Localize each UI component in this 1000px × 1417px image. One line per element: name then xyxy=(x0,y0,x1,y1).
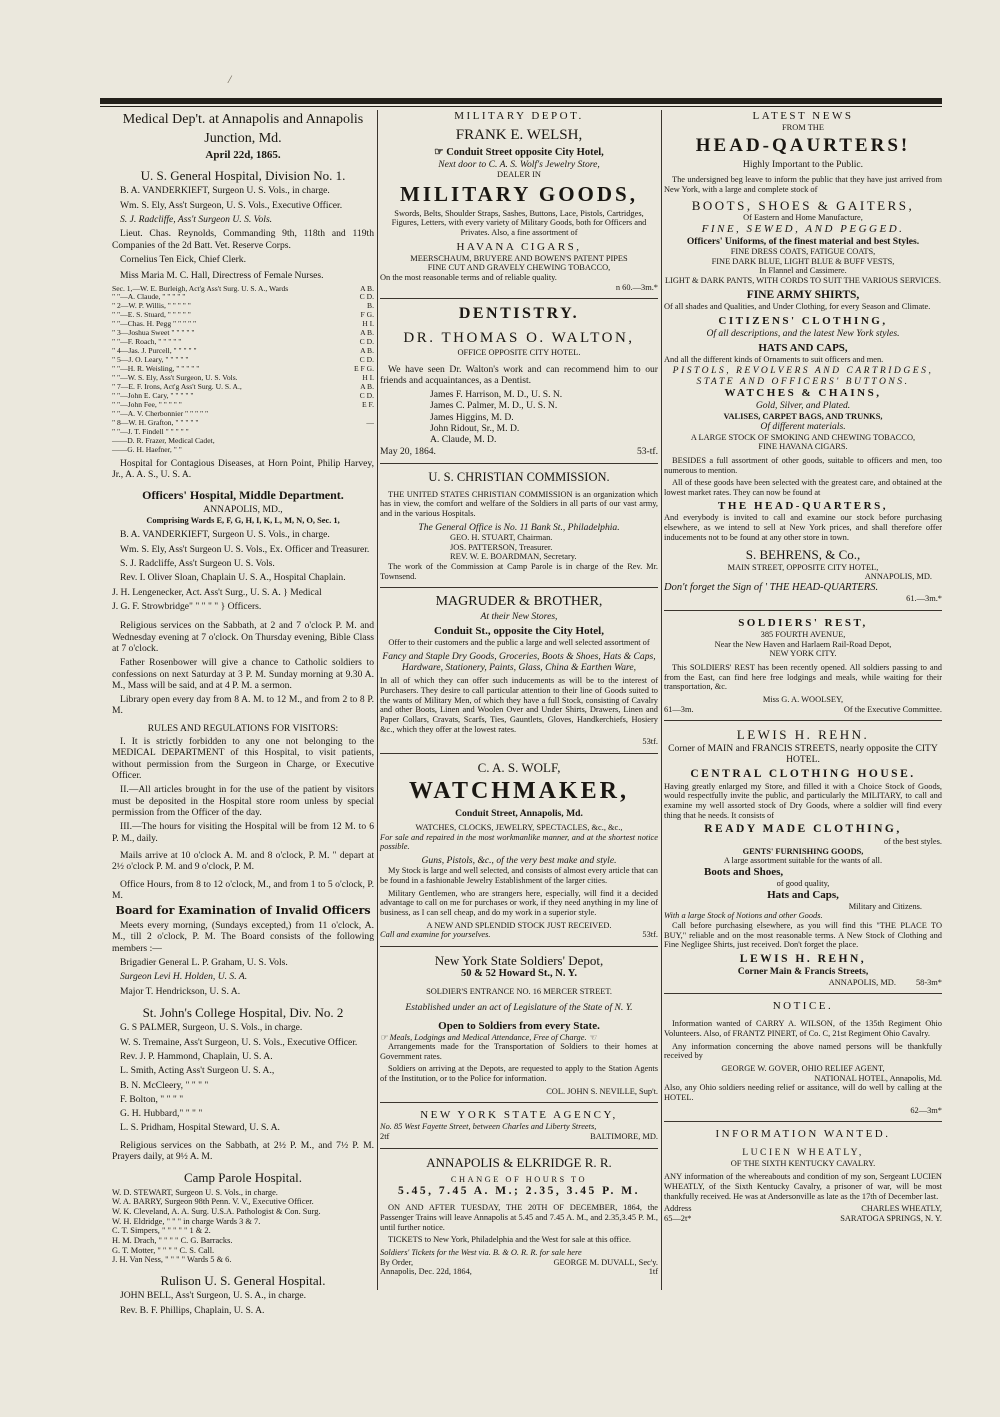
army-shirts: FINE ARMY SHIRTS, xyxy=(746,288,860,301)
column-3 xyxy=(664,110,942,1300)
ward-surgeon: ——D. R. Frazer, Medical Cadet, xyxy=(112,435,215,445)
magruder-goods: Fancy and Staple Dry Goods, Groceries, Boots & Shoes, Hats & Caps, Hardware, Stationery, Paints, Glass, China & Earthen Ware, xyxy=(382,650,656,674)
staff-line: JOS. PATTERSON, Treasurer. xyxy=(450,542,553,552)
staff-line: J. H. Lengenecker, Act. Ass't Surg., U. S. A. } Medical xyxy=(112,586,322,598)
valises: VALISES, CARPET BAGS, AND TRUNKS, xyxy=(723,411,883,421)
staff-line: H. M. Drach, " " " " C. G. Barracks. xyxy=(112,1236,233,1246)
separator xyxy=(380,1102,658,1103)
boots-shoes-2-sub: of good quality, xyxy=(776,878,830,888)
staff-line: W. A. BARRY, Surgeon 98th Penn. V. V., Executive Officer. xyxy=(112,1197,314,1207)
separator xyxy=(664,610,942,611)
ward-surgeon: " 3—Joshua Sweet " " " " " xyxy=(112,328,195,338)
wolf-items: WATCHES, CLOCKS, JEWELRY, SPECTACLES, &c., &c., xyxy=(415,822,623,832)
hats-caps-2: Hats and Caps, xyxy=(767,888,839,901)
info-address: Address xyxy=(664,1204,692,1214)
separator xyxy=(664,993,942,994)
magruder-offer: Offer to their customers and the public a large and well selected assortment of xyxy=(388,638,650,648)
rehn-name-2: LEWIS H. REHN, xyxy=(739,952,867,965)
ward-surgeon: " 5—J. O. Leary, " " " " " xyxy=(112,355,189,365)
wolf-repair: For sale and repaired in the most workmanlike manner, and at the shortest notice possible. xyxy=(380,832,658,852)
citizens-clothing: CITIZENS' CLOTHING, xyxy=(718,314,888,327)
staff-line: JOHN BELL, Ass't Surgeon, U. S. A., in charge. xyxy=(120,1290,307,1302)
headquarters-2: THE HEAD-QUARTERS, xyxy=(718,500,888,513)
ny-open: Open to Soldiers from every State. xyxy=(438,1019,600,1032)
ward-letters: H I. xyxy=(362,319,374,329)
buttons: STATE AND OFFICERS' BUTTONS. xyxy=(696,375,910,387)
depot-heading: MILITARY DEPOT. xyxy=(454,110,584,122)
reference: James C. Palmer, M. D., U. S. N. xyxy=(430,400,558,412)
dentistry-heading: DENTISTRY. xyxy=(458,305,580,323)
info-address-line xyxy=(664,1204,942,1214)
headquarters-text: The undersigned beg leave to inform the public that they have just arrived from New York, with a large and complete stock of xyxy=(664,175,942,194)
agency-number: 2tf xyxy=(380,1132,390,1142)
pants: LIGHT & DARK PANTS, WITH CORDS TO SUIT THE VARIOUS SERVICES. xyxy=(664,275,942,285)
sign-of: Don't forget the Sign of ' THE HEAD-QUARTERS. xyxy=(664,582,879,594)
central-clothing: CENTRAL CLOTHING HOUSE. xyxy=(690,768,916,781)
agency-heading: NEW YORK STATE AGENCY, xyxy=(420,1109,618,1122)
ny-text-1: Arrangements made for the Transportation of Soldiers to their homes at Government rates. xyxy=(380,1042,658,1061)
watchmaker-heading: WATCHMAKER, xyxy=(409,778,629,805)
ward-surgeon: " 7—E. F. Irons, Act'g Ass't Surg. U. S. A., xyxy=(112,382,242,391)
behrens-city: ANNAPOLIS, MD. xyxy=(864,572,932,582)
staff-line: REV. W. E. BOARDMAN, Secretary. xyxy=(450,552,577,562)
mail-times: Mails arrive at 10 o'clock A. M. and 8 o'clock, P. M. " depart at 2½ o'clock P. M. and 9 o'clock, P. M. xyxy=(112,849,374,873)
boots-sub: Of Eastern and Home Manufacture, xyxy=(743,212,863,222)
page-title: Medical Dep't. at Annapolis and Annapolis xyxy=(122,112,364,127)
rest-address: 385 FOURTH AVENUE, xyxy=(760,630,846,640)
ward-surgeon: " "—F. Roach, " " " " " xyxy=(112,337,182,347)
camp-parole-heading: Camp Parole Hospital. xyxy=(183,1170,303,1186)
railroad-date: Annapolis, Dec. 22d, 1864, xyxy=(380,1267,472,1277)
welsh-number: n 60.—3m.* xyxy=(615,282,658,292)
column-divider xyxy=(661,110,662,1290)
rehn-city: ANNAPOLIS, MD. xyxy=(828,977,896,987)
ward-letters: A B. xyxy=(360,328,374,338)
ny-signature: COL. JOHN S. NEVILLE, Sup't. xyxy=(546,1086,658,1096)
rehn-corner: Corner of MAIN and FRANCIS STREETS, nearly opposite the CITY HOTEL. xyxy=(668,742,938,765)
religious-services: Religious services on the Sabbath, at 2 and 7 o'clock P. M. and Wednesday evening at 7 o'clock. On Thursday evening, Bible Class at 7 o'clock. xyxy=(112,620,374,654)
separator xyxy=(380,463,658,464)
ready-made: READY MADE CLOTHING, xyxy=(704,823,902,836)
staff-line: B. A. VANDERKIEFT, Surgeon U. S. Vols., in charge. xyxy=(120,529,330,541)
welsh-terms: On the most reasonable terms and of reliable quality. xyxy=(380,273,557,283)
reference: James F. Harrison, M. D., U. S. N. xyxy=(430,389,563,401)
library-hours: Library open every day from 8 A. M. to 12 M., and from 2 to 8 P. M. xyxy=(112,694,374,717)
wolf-address: Conduit Street, Annapolis, Md. xyxy=(455,807,583,819)
division1-heading: U. S. General Hospital, Division No. 1. xyxy=(140,168,346,183)
ward-letters: C D. xyxy=(359,337,374,347)
ornaments: And all the different kinds of Ornaments to suit officers and men. xyxy=(664,355,884,365)
soldiers-rest-heading: SOLDIERS' REST, xyxy=(738,617,868,630)
officers-location: ANNAPOLIS, MD., xyxy=(203,504,283,516)
board-member: Surgeon Levi H. Holden, U. S. A. xyxy=(120,971,248,983)
walton-text: We have seen Dr. Walton's work and can recommend him to our friends and acquaintances, as a Dentist. xyxy=(380,363,658,386)
rules-heading: RULES AND REGULATIONS FOR VISITORS: xyxy=(147,722,339,734)
invited-text: And everybody is invited to call and examine our stock before purchasing elsewhere, as we intend to sell at New York prices, and shall therefore offer inducements not to be found at any other store in town. xyxy=(664,513,942,542)
ward-letters: F G. xyxy=(360,310,374,320)
tobacco-stock: A LARGE STOCK OF SMOKING AND CHEWING TOBACCO, xyxy=(690,432,916,442)
railroad-change: CHANGE OF HOURS TO xyxy=(450,1175,588,1185)
staff-line: GEO. H. STUART, Chairman. xyxy=(450,533,553,543)
railroad-order: By Order, xyxy=(380,1257,414,1267)
behrens-name: S. BEHRENS, & Co., xyxy=(745,547,861,563)
ny-meals: ☞ Meals, Lodgings and Medical Attendance, Free of Charge. ☜ xyxy=(380,1032,597,1042)
page-date: April 22d, 1865. xyxy=(205,149,281,162)
st-johns-religious: Religious services on the Sabbath, at 2½ P. M., and 7½ P. M. Prayers daily, at 9½ A. M. xyxy=(112,1139,374,1163)
commission-parole: The work of the Commission at Camp Parole is in charge of the Rev. Mr. Townsend. xyxy=(380,562,658,581)
info-text: ANY information of the whereabouts and condition of my son, Sergeant LUCIEN WHEATLY, of the Sixth Kentucky Cavalry, a prisoner of war, will be most thankfully received. He was at Andersonville as late as the 17th of December last. xyxy=(664,1172,942,1201)
staff-line: J. H. Van Ness, " " " " Wards 5 & 6. xyxy=(112,1255,232,1265)
rest-number: 61—3m. xyxy=(664,704,694,714)
rulison-heading: Rulison U. S. General Hospital. xyxy=(160,1273,326,1288)
notice-heading: NOTICE. xyxy=(772,1000,834,1013)
rest-city: NEW YORK CITY. xyxy=(769,649,837,659)
railroad-times: 5.45, 7.45 A. M.; 2.35, 3.45 P. M. xyxy=(397,1184,641,1197)
lucien-sub: OF THE SIXTH KENTUCKY CAVALRY. xyxy=(730,1158,876,1168)
walton-office: OFFICE OPPOSITE CITY HOTEL. xyxy=(457,347,581,357)
welsh-address: ☞ Conduit Street opposite City Hotel, xyxy=(434,146,604,158)
latest-news-heading: LATEST NEWS xyxy=(752,110,854,122)
commission-staff xyxy=(380,533,658,562)
camp-parole-staff xyxy=(112,1188,374,1265)
walton-name: DR. THOMAS O. WALTON, xyxy=(403,330,635,347)
wolf-name: C. A. S. WOLF, xyxy=(477,760,561,776)
ward-letters: A B. xyxy=(360,283,374,293)
fine-sewed: FINE, SEWED, AND PEGGED. xyxy=(701,222,905,235)
rest-signature: Miss G. A. WOOLSEY, xyxy=(762,695,844,704)
railroad-heading: ANNAPOLIS & ELKRIDGE R. R. xyxy=(426,1154,612,1170)
ny-established: Established under an act of Legislature of the State of N. Y. xyxy=(405,1002,633,1014)
notice-text-2: Any information concerning the above named persons will be thankfully received by xyxy=(664,1041,942,1061)
column-2 xyxy=(380,110,658,1300)
railroad-order-line xyxy=(380,1258,658,1268)
ward-surgeon: Sec. 1,—W. E. Burleigh, Act'g Ass't Surg. U. S. A., Wards xyxy=(112,283,289,293)
officers-wards: Comprising Wards E, F, G, H, I, K, L, M, N, O, Sec. 1, xyxy=(146,515,340,525)
wolf-new: A NEW AND SPLENDID STOCK JUST RECEIVED. xyxy=(426,920,612,930)
notice-signature: GEORGE W. GOVER, OHIO RELIEF AGENT, xyxy=(721,1063,885,1073)
staff-line: F. Bolton, " " " " xyxy=(120,1093,184,1105)
ward-surgeon: " "—Chas. H. Pegg " " " " " xyxy=(112,319,197,329)
railroad-text: ON AND AFTER TUESDAY, THE 20TH OF DECEMBER, 1864, the Passenger Trains will leave Annapolis at 5.45 and 7.45 A. M., and 2.35,3.45 P. M., until further notice. xyxy=(380,1203,658,1232)
board-member: Major T. Hendrickson, U. S. A. xyxy=(120,985,241,997)
goods-list: Swords, Belts, Shoulder Straps, Sashes, Buttons, Lace, Pistols, Cartridges, Figures, Letters, with every variety of Military Goods, both for Officers and Privates. Also, a fine assortment of xyxy=(391,208,647,238)
lucien-name: LUCIEN WHEATLY, xyxy=(742,1147,864,1159)
ward-letters: H I. xyxy=(362,373,374,383)
dress-coats: FINE DRESS COATS, FATIGUE COATS, xyxy=(730,246,876,256)
ward-surgeon: " "—W. S. Ely, Ass't Surgeon, U. S. Vols. xyxy=(112,373,238,383)
call-before: Call before purchasing elsewhere, as you will find this "THE PLACE TO BUY," reliable and on the most reasonable terms. A New Stock of Clothing and Fine Negligee Shirts, just received. Don't forget the place. xyxy=(664,920,942,950)
staff-line: W. D. STEWART, Surgeon U. S. Vols., in charge. xyxy=(112,1187,278,1197)
rule-item: II.—All articles brought in for the use of the patient by visitors must be deposited in the Hospital store room unless by special permission from the Officer of the day. xyxy=(112,784,374,818)
agency-footer xyxy=(380,1132,658,1142)
rest-near: Near the New Haven and Harlaem Rail-Road Depot, xyxy=(714,639,892,649)
citizens-sub: Of all descriptions, and the latest New York styles. xyxy=(706,327,900,339)
ward-letters: C D. xyxy=(359,390,374,400)
office-hours: Office Hours, from 8 to 12 o'clock, M., and from 1 to 5 o'clock, P. M. xyxy=(112,878,374,901)
staff-line: B. N. McCleery, " " " " xyxy=(120,1079,209,1091)
info-name: CHARLES WHEATLY, xyxy=(861,1204,942,1214)
railroad-tickets: TICKETS to New York, Philadelphia and the West for sale at this office. xyxy=(388,1235,632,1245)
staff-line: W. S. Tremaine, Ass't Surgeon, U. S. Vols., Executive Officer. xyxy=(120,1036,358,1048)
staff-line: J. G. F. Strowbridge" " " " " } Officers. xyxy=(112,600,262,612)
reference: A. Claude, M. D. xyxy=(430,434,497,446)
valises-sub: Of different materials. xyxy=(760,421,846,433)
wolf-footer xyxy=(380,930,658,940)
dealer-in: DEALER IN xyxy=(497,170,541,180)
column-1 xyxy=(112,110,374,1316)
separator xyxy=(380,753,658,754)
ward-letters: E F G. xyxy=(353,364,374,374)
magruder-number: 53tf. xyxy=(642,737,658,747)
hats-caps-2-sub: Military and Citizens. xyxy=(848,901,922,911)
boots-heading: BOOTS, SHOES & GAITERS, xyxy=(691,197,915,213)
staff-line: Rev. I. Oliver Sloan, Chaplain U. S. A., Hospital Chaplain. xyxy=(120,572,346,584)
pencil-mark-icon: / xyxy=(228,72,232,86)
army-shirts-text: Of all shades and Qualities, and Under Clothing, for every Season and Climate. xyxy=(664,302,931,312)
magruder-sub: At their New Stores, xyxy=(480,610,558,622)
top-rule-thin xyxy=(100,106,942,107)
officers-hospital-heading: Officers' Hospital, Middle Department. xyxy=(142,488,344,503)
board-text: Meets every morning, (Sundays excepted,) from 11 o'clock, A. M., till 2 o'clock, P. M. The Board consists of the following members :— xyxy=(112,920,374,954)
staff-line: Rev. B. F. Phillips, Chaplain, U. S. A. xyxy=(120,1304,265,1316)
ward-letters: C D. xyxy=(359,292,374,302)
rest-text: This SOLDIERS' REST has been recently opened. All soldiers passing to and from the East, can find here free lodgings and meals, while waiting for their transportation, &c. xyxy=(664,663,942,692)
havana-cigars: HAVANA CIGARS, xyxy=(456,240,582,253)
ward-surgeon: " "—A. V. Cherbonnier " " " " " xyxy=(112,408,209,418)
staff-line: S. J. Radcliffe, Ass't Surgeon U. S. Vols. xyxy=(120,213,273,225)
column-divider xyxy=(377,110,378,1290)
railroad-footer xyxy=(380,1267,658,1277)
watches-chains: WATCHES & CHAINS, xyxy=(724,387,882,400)
ward-letters: A B. xyxy=(360,382,374,391)
st-johns-heading: St. John's College Hospital, Div. No. 2 xyxy=(142,1004,344,1020)
ward-surgeon: " "—John E. Cary, " " " " " xyxy=(112,390,194,400)
hats-caps: HATS AND CAPS, xyxy=(758,342,848,355)
ward-letters: — xyxy=(366,417,374,427)
wolf-call: Call and examine for yourselves. xyxy=(380,930,491,940)
info-footer xyxy=(664,1214,942,1224)
central-text: Having greatly enlarged my Store, and filled it with a Choice Stock of Goods, would respectfully invite the public, and particularly the MILITARY, to call and examine my well assorted stock of Dry Goods, where a soldier will find every thing that he needs. It consists of xyxy=(664,781,942,820)
rule-item: I. It is strictly forbidden to any one not belonging to the MEDICAL DEPARTMENT of this Hospital, to visit patients, without permission from the Surgeon in Charge, or Executive Officer. xyxy=(112,736,374,781)
staff-line: G. T. Motter, " " " " C. S. Call. xyxy=(112,1245,215,1255)
staff-line: W. H. Eldridge, " " " in charge Wards 3 & 7. xyxy=(112,1216,261,1226)
separator xyxy=(380,587,658,588)
ward-surgeon: " 2—W. P. Willis, " " " " " xyxy=(112,301,191,311)
welsh-next: Next door to C. A. S. Wolf's Jewelry Store, xyxy=(438,159,600,171)
rehn-number: 58-3m* xyxy=(915,977,942,987)
rule-item: III.—The hours for visiting the Hospital will be from 12 M. to 6 P. M., daily. xyxy=(112,821,374,844)
notice-address: NATIONAL HOTEL, Annapolis, Md. xyxy=(814,1073,942,1083)
ward-letters: A B. xyxy=(360,346,374,356)
separator xyxy=(380,946,658,947)
railroad-soldiers: Soldiers' Tickets for the West via. B. & O. R. R. for sale here xyxy=(380,1247,582,1257)
staff-line: S. J. Radcliffe, Ass't Surgeon U. S. Vols. xyxy=(120,558,275,569)
notice-text: Information wanted of CARRY A. WILSON, of the 135th Regiment Ohio Volunteers. Also, of FRANTZ PINERT, of Co. C, 21st Regiment Ohio Cavalry. xyxy=(664,1019,942,1039)
staff-line: L. S. Pridham, Hospital Steward, U. S. A. xyxy=(120,1122,280,1134)
vests: FINE DARK BLUE, LIGHT BLUE & BUFF VESTS, xyxy=(711,256,895,266)
info-city: SARATOGA SPRINGS, N. Y. xyxy=(840,1213,942,1223)
staff-line: Lieut. Chas. Reynolds, Commanding 9th, 118th and 119th Companies of the 2d Batt. Vet. Reserve Corps. xyxy=(112,228,374,251)
commission-office: The General Office is No. 11 Bank St., Philadelphia. xyxy=(418,521,620,533)
separator xyxy=(380,1148,658,1149)
officers-staff xyxy=(112,529,374,612)
boots-shoes-2: Boots and Shoes, xyxy=(704,865,784,878)
gents-furnishing: GENTS' FURNISHING GOODS, xyxy=(742,846,864,856)
staff-line: C. T. Simpers, " " " " " 1 & 2. xyxy=(112,1226,211,1236)
commission-text: THE UNITED STATES CHRISTIAN COMMISSION is an organization which has in view, the comfort and welfare of the Soldiers in all parts of our vast army, and in the various Hospitals. xyxy=(380,489,658,519)
staff-line: G. S PALMER, Surgeon, U. S. Vols., in charge. xyxy=(120,1022,303,1034)
from-the: FROM THE xyxy=(782,122,824,132)
gents-sub: A large assortment suitable for the wants of all. xyxy=(723,856,883,866)
walton-number: 53-tf. xyxy=(636,445,658,457)
ward-surgeon: " "—J. T. Findell " " " " " xyxy=(112,426,189,436)
wolf-military: Military Gentlemen, who are strangers here, especially, will find it a decided advantage to call on me for purchases or work, if they need anything in my line of business, as I can sell cheap, and do my work in a superior style. xyxy=(380,888,658,917)
selected-text: All of these goods have been selected with the greatest care, and obtained at the lowest market rates. They can now be found at xyxy=(664,478,942,497)
ny-entrance: SOLDIER'S ENTRANCE NO. 16 MERCER STREET. xyxy=(426,986,612,996)
staff-line: W. K. Cleveland, A. A. Surg. U.S.A. Pathologist & Con. Surg. xyxy=(112,1207,321,1217)
contagious-line: Hospital for Contagious Diseases, at Horn Point, Philip Harvey, Jr., A. A. S., U. S. A. xyxy=(112,457,374,480)
watches-sub: Gold, Silver, and Plated. xyxy=(755,400,851,412)
ward-row xyxy=(112,446,374,455)
page-title-2: Junction, Md. xyxy=(204,130,282,146)
rehn-footer xyxy=(664,978,942,988)
division1-staff xyxy=(112,185,374,265)
wolf-number: 53tf. xyxy=(642,930,658,940)
staff-line: Wm. S. Ely, Ass't Surgeon, U. S. Vols., Executive Officer. xyxy=(120,199,343,211)
headquarters-sub: Highly Important to the Public. xyxy=(742,159,864,171)
rest-committee: Of the Executive Committee. xyxy=(843,704,942,714)
ward-surgeon: " "—John Fee, " " " " " xyxy=(112,399,182,409)
board-heading: Board for Examination of Invalid Officers xyxy=(115,904,371,918)
magruder-heading: MAGRUDER & BROTHER, xyxy=(435,594,603,610)
staff-line: B. A. VANDERKIEFT, Surgeon U. S. Vols., in charge. xyxy=(120,185,330,197)
staff-line: Rev. J. P. Hammond, Chaplain, U. S. A. xyxy=(120,1050,273,1062)
rest-footer xyxy=(664,705,942,715)
havana-cigars: FINE HAVANA CIGARS. xyxy=(758,442,848,452)
info-wanted-heading: INFORMATION WANTED. xyxy=(715,1128,891,1141)
tobacco: FINE CUT AND GRAVELY CHEWING TOBACCO, xyxy=(427,263,611,273)
officers-uniforms: Officers' Uniforms, of the finest material and best Styles. xyxy=(686,235,920,247)
pipes: MEERSCHAUM, BRUYERE AND BOWEN'S PATENT PIPES xyxy=(410,253,628,263)
flannel: In Flannel and Cassimere. xyxy=(759,266,847,276)
magruder-address: Conduit St., opposite the City Hotel, xyxy=(434,625,604,638)
wolf-guns: Guns, Pistols, &c., of the very best make and style. xyxy=(421,854,617,866)
ward-letters: E F. xyxy=(361,399,374,409)
ny-depot-heading: New York State Soldiers' Depot, xyxy=(434,952,604,968)
ward-surgeon: " "—A. Claude, " " " " " xyxy=(112,292,186,302)
staff-line: L. Smith, Acting Ass't Surgeon U. S. A., xyxy=(120,1065,275,1077)
welsh-name: FRANK E. WELSH, xyxy=(455,126,583,143)
magruder-text: In all of which they can offer such inducements as will be to the interest of Purchasers. They desire to call particular attention to their line of Goods suited to the wants of Military Men, of which they have a full Stock, consisting of Cavalry and other Boots, Linen and Woolen Over and Under Shirts, Drawers, Linen and Paper Collars, Cravats, Scarfs, Ties, Gauntlets, Gloves, Handkerchiefs, Hosiery &c., which they offer at the lowest rates. xyxy=(380,676,658,734)
ward-list xyxy=(112,285,374,455)
ready-sub: of the best styles. xyxy=(883,837,942,847)
railroad-signature: GEORGE M. DUVALL, Sec'y. xyxy=(553,1257,658,1267)
reference: James Higgins, M. D. xyxy=(430,411,514,423)
notions: With a large Stock of Notions and other Goods. xyxy=(664,911,823,921)
info-number: 65—2t* xyxy=(664,1213,692,1223)
railroad-number: 1tf xyxy=(648,1267,658,1277)
behrens-number: 61.—3m.* xyxy=(906,594,942,604)
top-rule xyxy=(100,98,942,104)
besides-text: BESIDES a full assortment of other goods, suitable to officers and men, too numerous to mention. xyxy=(664,455,942,475)
ward-letters: C D. xyxy=(359,355,374,365)
pistols: PISTOLS, REVOLVERS AND CARTRIDGES, xyxy=(672,364,934,376)
walton-date: May 20, 1864. xyxy=(380,445,436,457)
headquarters-heading: HEAD-QAURTERS! xyxy=(695,134,911,156)
ward-letters: B. xyxy=(367,301,374,311)
ny-depot-address: 50 & 52 Howard St., N. Y. xyxy=(461,968,577,980)
ward-surgeon: " 4—Jas. J. Purcell, " " " " " xyxy=(112,346,197,356)
walton-footer xyxy=(380,446,658,457)
separator xyxy=(380,298,658,299)
ny-text-2: Soldiers on arriving at the Depots, are requested to apply to the Station Agents of the Institution, or to the Police for information. xyxy=(380,1064,658,1084)
ward-surgeon: " "—H. R. Weisling, " " " " " xyxy=(112,364,200,374)
rehn-name: LEWIS H. REHN. xyxy=(736,727,870,743)
notice-number: 62—3m* xyxy=(910,1105,942,1115)
separator xyxy=(664,720,942,721)
agency-address: No. 85 West Fayette Street, between Charles and Liberty Streets, xyxy=(380,1122,597,1132)
separator xyxy=(664,1121,942,1122)
staff-line: G. H. Hubbard," " " " xyxy=(120,1108,203,1120)
father-notice: Father Rosenbower will give a chance to Catholic soldiers to confessions on next Saturday at 3 P. M. Sunday morning at 9.30 A. M., Mass will be said, and at 4 P. M. a sermon. xyxy=(112,657,374,691)
rehn-address-2: Corner Main & Francis Streets, xyxy=(737,966,869,978)
staff-line: Wm. S. Ely, Ass't Surgeon U. S. Vols., Ex. Officer and Treasurer. xyxy=(120,543,370,555)
notice-also: Also, any Ohio soldiers needing relief or assitance, will do well by calling at the HOTEL. xyxy=(664,1083,942,1102)
wolf-stock: My Stock is large and well selected, and consists of almost every article that can be found in a fashionable Jewelry Establishment of the larger cities. xyxy=(380,866,658,885)
agency-city: BALTIMORE, MD. xyxy=(590,1132,658,1142)
commission-heading: U. S. CHRISTIAN COMMISSION. xyxy=(428,470,610,485)
reference: John Ridout, Sr., M. D. xyxy=(430,423,520,435)
board-member: Brigadier General L. P. Graham, U. S. Vols. xyxy=(120,957,288,969)
ward-surgeon: ——G. H. Haefner, " " xyxy=(112,444,182,454)
walton-references xyxy=(380,389,658,446)
ward-surgeon: " 8—W. H. Grafton, " " " " " xyxy=(112,417,199,427)
nurses-line: Miss Maria M. C. Hall, Directress of Female Nurses. xyxy=(120,270,324,282)
staff-line: Cornelius Ten Eick, Chief Clerk. xyxy=(120,253,246,265)
ward-surgeon: " "—E. S. Stuard, " " " " " xyxy=(112,310,191,320)
military-goods: MILITARY GOODS, xyxy=(400,182,638,206)
behrens-address: MAIN STREET, OPPOSITE CITY HOTEL, xyxy=(727,562,879,572)
